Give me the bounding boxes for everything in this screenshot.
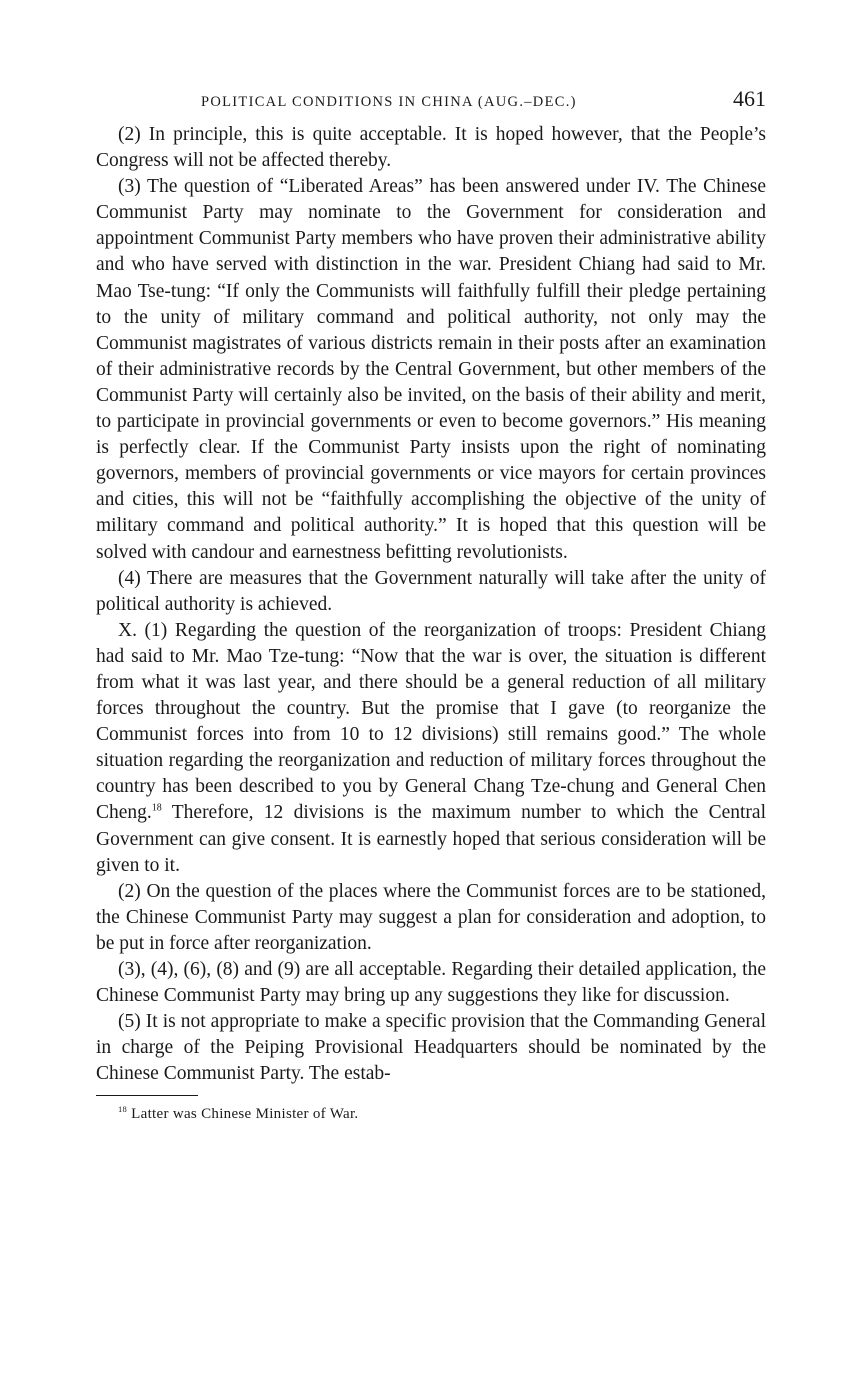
paragraph-2-congress: (2) In principle, this is quite acceptable. It is hoped however, that the People’s Congress will not be affected thereby. — [96, 124, 766, 172]
page-number: 461 — [733, 86, 766, 111]
footnote-number: 18 — [118, 1104, 128, 1115]
paragraph-x1-text-after-note: Therefore, 12 divisions is the maximum number to which the Central Government can give consent. It is earnestly hoped that serious consideration will be given to it. — [96, 802, 766, 876]
document-page — [96, 86, 766, 1124]
paragraph-x5-commanding-general: (5) It is not appropriate to make a specific provision that the Commanding General in charge of the Peiping Provisional Headquarters should be nominated by the Chinese Communist Party. The estab- — [96, 1011, 766, 1085]
paragraph-x1-reorganization — [96, 618, 766, 879]
paragraph-3-liberated-areas: (3) The question of “Liberated Areas” has been answered under IV. The Chinese Communist Party may nominate to the Government for consideration and appointment Communist Party members who have proven their administrative ability and who have served with distinction in the war. President Chiang had said to Mr. Mao Tse-tung: “If only the Communists will faithfully fulfill their pledge pertaining to the unity of military command and political authority, not only may the Communist magistrates of various districts remain in their posts after an examination of their administrative records by the Central Government, but other members of the Communist Party will certainly also be invited, on the basis of their ability and merit, to participate in provincial governments or even to become governors.” His meaning is perfectly clear. If the Communist Party insists upon the right of nominating governors, members of provincial governments or vice mayors for certain provinces and cities, this will not be “faithfully accomplishing the objective of the unity of military command and political authority.” It is hoped that this question will be solved with candour and earnestness befitting revolutionists. — [96, 176, 766, 563]
footnote-text: Latter was Chinese Minister of War. — [127, 1106, 359, 1123]
paragraph-x1-text-before-note: X. (1) Regarding the question of the reorganization of troops: President Chiang had said to Mr. Mao Tze-tung: “Now that the war is over, the situation is different from what it was last year, and there should be a general reduction of all military forces throughout the country. But the promise that I gave (to reorganize the Communist forces into from 10 to 12 divisions) still remains good.” The whole situation regarding the reorganization and reduction of military forces throughout the country has been described to you by General Chang Tze-chung and General Chen Cheng. — [96, 619, 766, 824]
paragraph-x2-stationing: (2) On the question of the places where the Communist forces are to be stationed, the Chinese Communist Party may suggest a plan for consideration and adoption, to be put in force after reorganization. — [96, 880, 766, 954]
body-text — [96, 122, 766, 1087]
footnote — [96, 1104, 766, 1124]
page-header — [96, 86, 766, 122]
running-head: POLITICAL CONDITIONS IN CHINA (AUG.–DEC.) — [201, 94, 577, 110]
footnote-divider — [96, 1095, 198, 1096]
paragraph-4-measures: (4) There are measures that the Government naturally will take after the unity of political authority is achieved. — [96, 567, 766, 615]
paragraph-x3-acceptable: (3), (4), (6), (8) and (9) are all acceptable. Regarding their detailed application, the Chinese Communist Party may bring up any suggestions they like for discussion. — [96, 959, 766, 1007]
footnote-reference: 18 — [151, 802, 162, 814]
